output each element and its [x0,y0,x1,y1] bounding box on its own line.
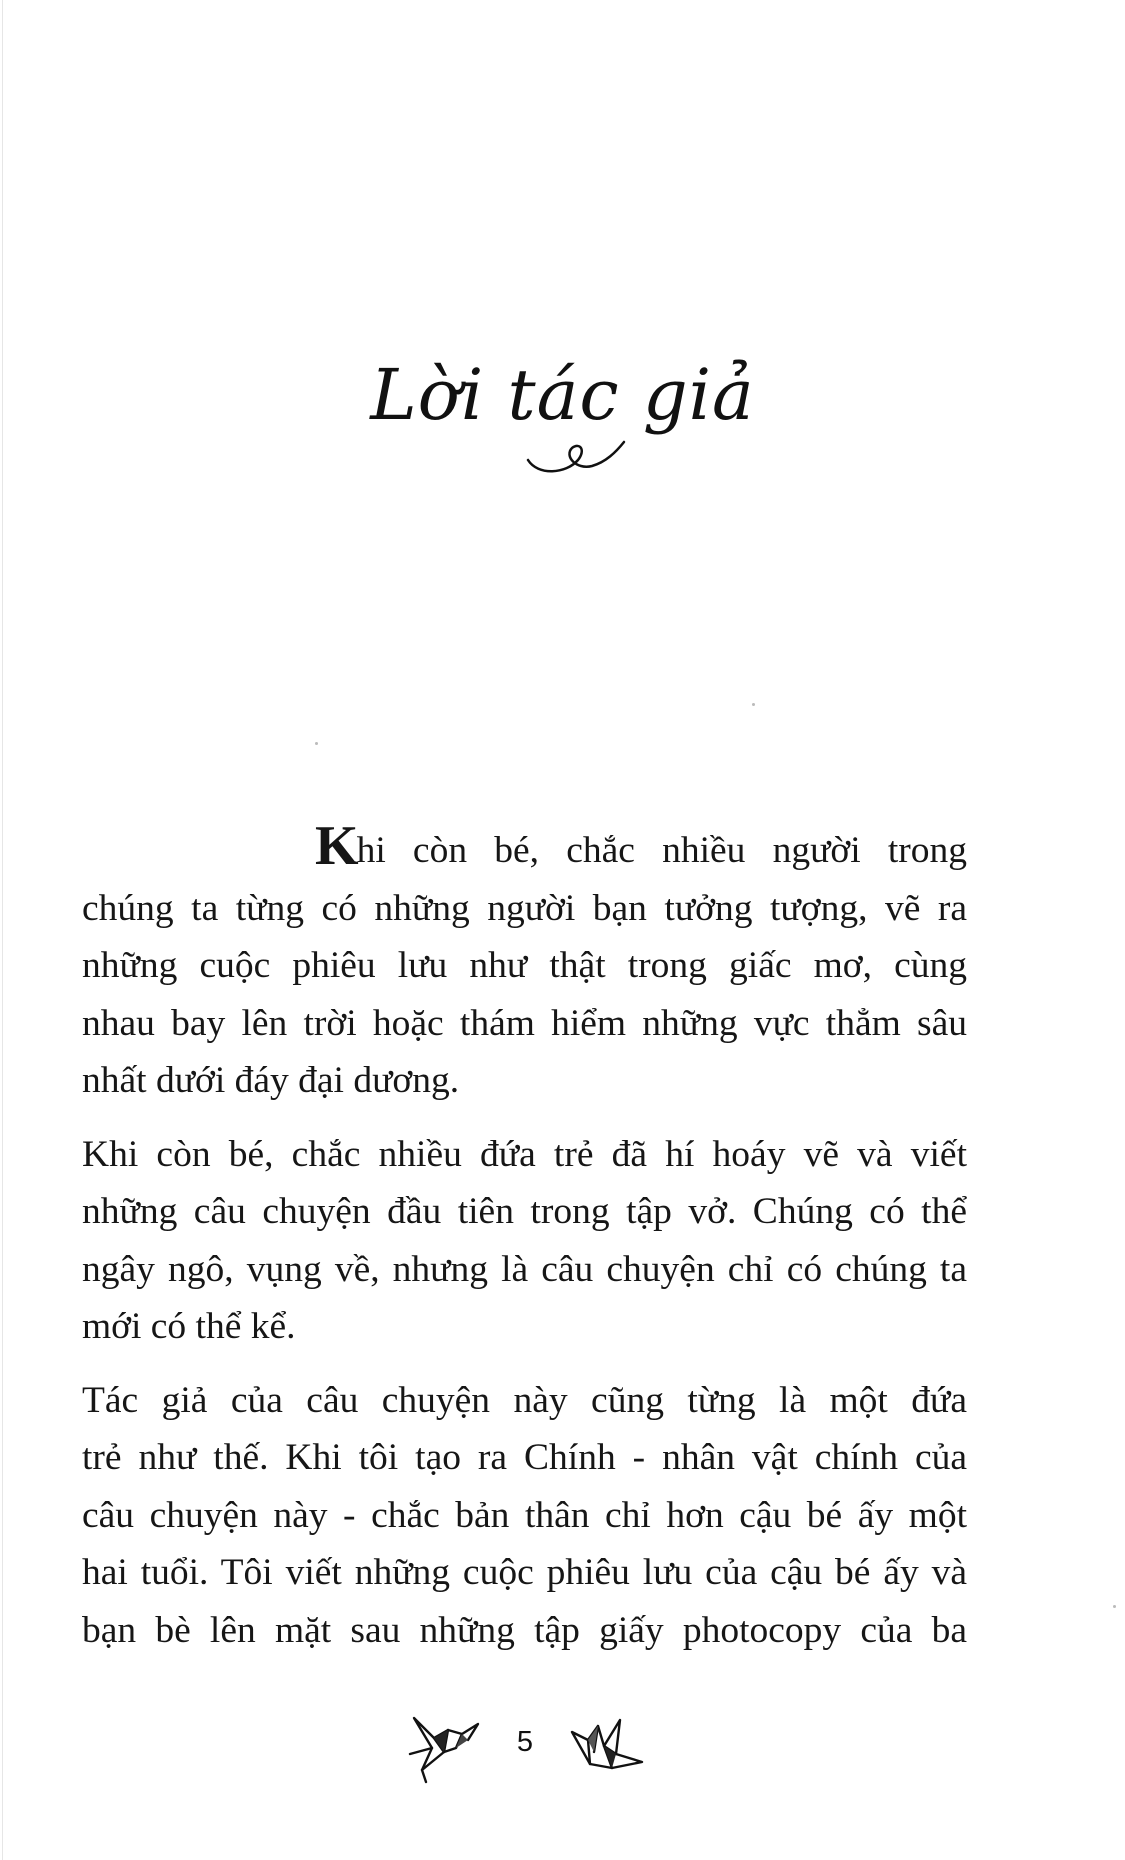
paper-speck [315,742,318,745]
page-edge [2,0,3,1860]
chapter-title: Lời tác giả [370,354,755,436]
text-line: chúng ta từng có những người bạn tưởng tượng, vẽ ra [82,887,967,929]
text-line: nhất dưới đáy đại dương. [82,1060,460,1101]
origami-crane-icon [404,1704,484,1784]
text-line: những cuộc phiêu lưu như thật trong giấc mơ, cùng [82,945,967,986]
text-line: mới có thể kể. [82,1306,296,1347]
page-number: 5 [516,1726,534,1758]
paper-speck [1113,1605,1116,1608]
title-flourish [520,430,630,480]
text-line: Tác giả của câu chuyện này cũng từng là một đứa [82,1379,967,1421]
text-line: bạn bè lên mặt sau những tập giấy photocopy của ba [82,1609,967,1651]
text-line: câu chuyện này - chắc bản thân chỉ hơn cậu bé ấy một [82,1494,967,1536]
text-line: Khi còn bé, chắc nhiều đứa trẻ đã hí hoáy vẽ và viết [82,1133,967,1175]
paper-speck [752,703,755,706]
text-line: nhau bay lên trời hoặc thám hiểm những vực thẳm sâu [82,1002,967,1044]
page-footer [0,1700,1125,1790]
body-text [82,815,967,1659]
text-line: ngây ngô, vụng về, nhưng là câu chuyện chỉ có chúng ta [82,1248,967,1290]
text-line: trẻ như thế. Khi tôi tạo ra Chính - nhân vật chính của [82,1437,967,1478]
drop-cap: K [315,815,357,877]
text-line: Khi còn bé, chắc nhiều người trong [315,815,967,877]
text-line: hai tuổi. Tôi viết những cuộc phiêu lưu của cậu bé ấy và [82,1552,967,1593]
text-line: những câu chuyện đầu tiên trong tập vở. Chúng có thể [82,1191,967,1232]
origami-crane-icon [568,1718,646,1782]
